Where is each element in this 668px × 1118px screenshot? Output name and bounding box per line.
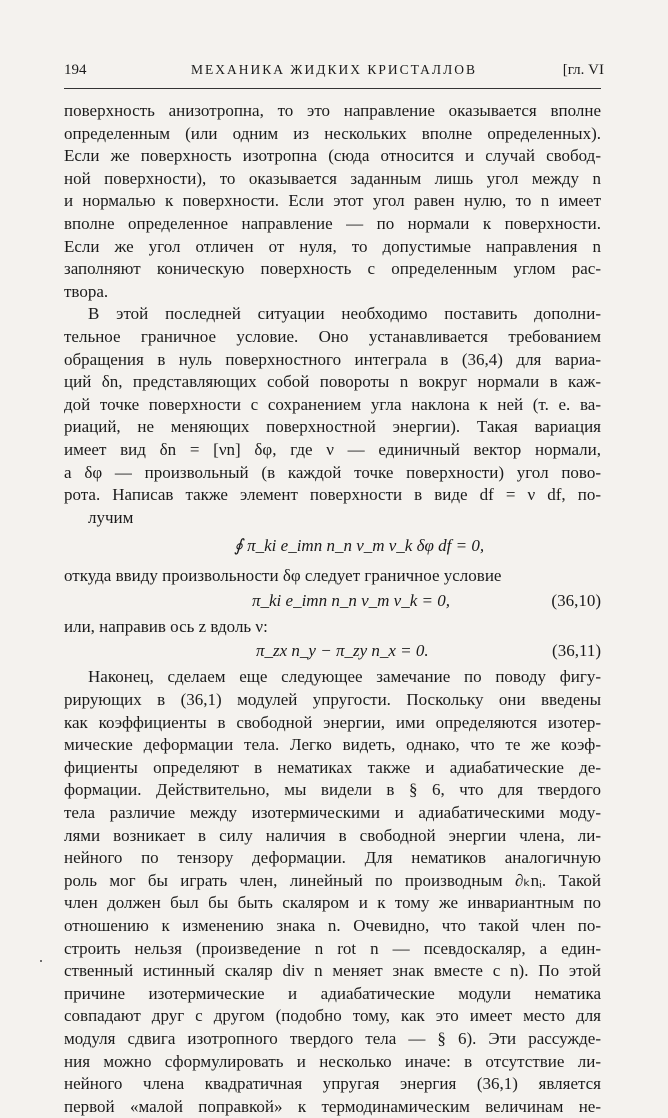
equation-formula: π_ki e_imn n_n ν_m ν_k = 0, (252, 590, 450, 610)
text-line: формации. Действительно, мы видели в § 6, что для твердого (64, 780, 601, 800)
text-line: а δφ — произвольный (в каждой точке поверхности) угол пово- (64, 462, 601, 482)
text-line: фициенты определяют в нематиках также и адиабатические де- (64, 757, 601, 777)
text-line: как коэффициенты в свободной энергии, ими определяются изотер- (64, 712, 601, 732)
text-line: ной поверхности), то оказывается заданным лишь угол между n (64, 168, 601, 188)
text-line: рирующих в (36,1) модулей упругости. Поскольку они введены (64, 690, 601, 710)
text-line: дой точке поверхности с сохранением угла наклона к ней (т. е. ва- (64, 394, 601, 414)
text-line: ций δn, представляющих собой повороты n вокруг нормали в каж- (64, 372, 601, 392)
text-line: тела различие между изотермическими и адиабатическими моду- (64, 803, 601, 823)
running-header (64, 62, 604, 82)
text-line: заполняют коническую поверхность с определенным углом рас- (64, 259, 601, 279)
text-line: модуля сдвига изотропного твердого тела — § 6). Эти рассужде- (64, 1028, 601, 1048)
text-line: твора. (64, 281, 109, 301)
text-line: Наконец, сделаем еще следующее замечание по поводу фигу- (88, 667, 601, 687)
text-line: член должен был бы быть скаляром и к тому же инвариантным по (64, 893, 601, 913)
text-line: рота. Написав также элемент поверхности в виде df = ν df, по- (64, 485, 601, 505)
equation-surface-integral (64, 529, 601, 565)
text-line: вполне определенное направление — по нормали к поверхности. (64, 213, 601, 233)
equation-number: (36,11) (552, 641, 601, 661)
text-line: нейного по тензору деформации. Для нематиков аналогичную (64, 848, 601, 868)
text-line: лучим (88, 507, 134, 527)
text-line: тельное граничное условие. Оно устанавливается требованием (64, 326, 601, 346)
text-line: поверхность анизотропна, то это направление оказывается вполне (64, 101, 601, 120)
header-rule (64, 88, 601, 89)
paragraph-3 (64, 666, 601, 1118)
paragraph-2 (64, 303, 601, 529)
text-line: В этой последней ситуации необходимо поставить дополни- (88, 304, 601, 324)
running-title: МЕХАНИКА ЖИДКИХ КРИСТАЛЛОВ (191, 62, 477, 77)
text-line: Если же поверхность изотропна (сюда относится и случай свобод- (64, 146, 601, 166)
text-line: или, направив ось z вдоль ν: (64, 616, 268, 636)
text-line: отношению к изменению знака n. Очевидно, что такой член по- (64, 916, 601, 935)
text-line: строить нельзя (произведение n rot n — псевдоскаляр, а един- (64, 938, 601, 958)
text-line: имеет вид δn = [νn] δφ, где ν — единичный вектор нормали, (64, 439, 601, 459)
text-line: роль мог бы играть член, линейный по производным ∂ₖnᵢ. Такой (64, 870, 601, 890)
equation-number: (36,10) (551, 590, 601, 610)
text-line: риаций, не меняющих поверхностной энергии). Такая вариация (64, 417, 601, 437)
chapter-label: [гл. VI (562, 62, 604, 78)
text-line: совпадают друг с другом (подобно тому, как это имеет место для (64, 1006, 601, 1026)
equation-formula: π_zx n_y − π_zy n_x = 0. (256, 641, 429, 661)
print-speck (40, 960, 42, 962)
text-line: обращения в нуль поверхностного интеграла в (36,4) для вариа- (64, 349, 601, 369)
equation-36-11 (64, 638, 601, 666)
text-line: Если же угол отличен от нуля, то допустимые направления n (64, 236, 601, 256)
equation-formula: ∮ π_ki e_imn n_n ν_m ν_k δφ df = 0, (234, 536, 485, 556)
paragraph-1 (64, 100, 601, 303)
text-line: нейного члена квадратичная упругая энергия (36,1) является (64, 1074, 601, 1094)
equation-36-10 (64, 588, 601, 616)
text-line: ния можно сформулировать и несколько иначе: в отсутствие ли- (64, 1051, 601, 1071)
text-line: первой «малой поправкой» к термодинамическим величинам не- (64, 1096, 601, 1116)
text-line: мические деформации тела. Легко видеть, однако, что те же коэф- (64, 735, 601, 755)
text-line: лями возникает в силу наличия в свободной энергии члена, ли- (64, 825, 601, 845)
page-number: 194 (64, 62, 87, 78)
text-line: ственный истинный скаляр div n меняет знак вместе с n). По этой (64, 961, 601, 981)
text-line: и нормалью к поверхности. Если этот угол равен нулю, то n имеет (64, 191, 601, 211)
text-line: причине изотермические и адиабатические модули нематика (64, 983, 601, 1003)
text-line: определенным (или одним из нескольких вполне определенных). (64, 123, 601, 143)
body-text (64, 100, 601, 1118)
text-line: откуда ввиду произвольности δφ следует граничное условие (64, 566, 502, 586)
